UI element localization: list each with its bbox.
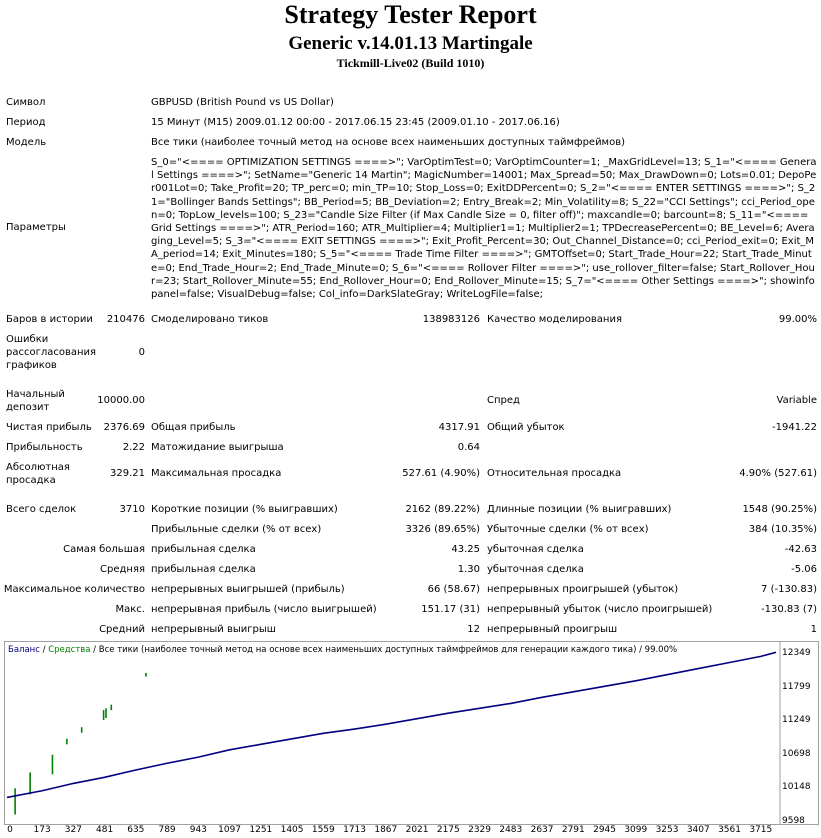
params-label: Параметры — [6, 222, 66, 233]
loss-trades-label: Убыточные сделки (% от всех) — [487, 524, 649, 535]
average-label: Средняя — [100, 564, 145, 575]
period-value: 15 Минут (M15) 2009.01.12 00:00 - 2017.06.15 23:45 (2009.01.10 - 2017.06.16) — [151, 117, 560, 128]
deposit-value: 10000.00 — [97, 395, 145, 406]
largest-loss-label: убыточная сделка — [487, 544, 584, 555]
legend-balance: Баланс — [8, 645, 40, 655]
errors-label: Ошибки рассогласования графиков — [6, 334, 97, 371]
chart-legend — [8, 645, 677, 655]
x-tick-label: 0 — [7, 825, 13, 835]
average-loss-value: -5.06 — [791, 564, 817, 575]
max-consecutive-profit-value: 151.17 (31) — [421, 604, 480, 615]
x-tick-label: 481 — [96, 825, 114, 835]
x-tick-label: 943 — [189, 825, 207, 835]
x-tick-label: 3561 — [718, 825, 741, 835]
x-tick-label: 1867 — [374, 825, 398, 835]
x-tick-label: 789 — [158, 825, 176, 835]
expert-name: Generic v.14.01.13 Martingale — [288, 33, 533, 54]
x-tick-label: 2637 — [530, 825, 554, 835]
net-profit-label: Чистая прибыль — [6, 422, 92, 433]
gross-profit-value: 4317.91 — [438, 422, 480, 433]
x-tick-label: 2175 — [436, 825, 460, 835]
x-tick-label: 2021 — [405, 825, 429, 835]
largest-label: Самая большая — [63, 544, 145, 555]
x-tick-label: 635 — [127, 825, 145, 835]
legend-separator: / — [90, 645, 99, 655]
quality-label: Качество моделирования — [487, 314, 622, 325]
x-tick-label: 173 — [33, 825, 51, 835]
expected-payoff-label: Матожидание выигрыша — [151, 442, 284, 453]
y-tick-label: 10698 — [782, 748, 811, 759]
average-consecutive-losses-label: непрерывный проигрыш — [487, 624, 618, 635]
max-consecutive-losses-value: 7 (-130.83) — [761, 584, 817, 595]
legend-separator: / — [39, 645, 49, 655]
profit-trades-value: 3326 (89.65%) — [405, 524, 480, 535]
y-tick-label: 11249 — [782, 715, 811, 726]
average-consecutive-wins-label: непрерывный выигрыш — [151, 624, 276, 635]
x-tick-label: 1559 — [311, 825, 335, 835]
legend-description: Все тики (наиболее точный метод на основе всех наименьших доступных таймфреймов для генерации каждого тика) / 99.00% — [98, 645, 678, 655]
loss-trades-value: 384 (10.35%) — [748, 524, 817, 535]
model-label: Модель — [6, 137, 47, 148]
legend-equity: Средства — [48, 645, 91, 655]
short-positions-value: 2162 (89.22%) — [405, 504, 480, 515]
x-tick-label: 2483 — [499, 825, 523, 835]
largest-profit-value: 43.25 — [451, 544, 480, 555]
total-trades-label: Всего сделок — [6, 504, 77, 515]
x-tick-label: 1713 — [343, 825, 367, 835]
server-name: Tickmill-Live02 (Build 1010) — [336, 56, 485, 70]
model-value: Все тики (наиболее точный метод на основе всех наименьших доступных таймфреймов) — [151, 137, 626, 148]
relative-drawdown-label: Относительная просадка — [487, 468, 622, 479]
max-drawdown-label: Максимальная просадка — [151, 468, 282, 479]
x-tick-label: 3715 — [749, 825, 773, 835]
gross-loss-label: Общий убыток — [487, 422, 565, 433]
profit-trades-label: Прибыльные сделки (% от всех) — [151, 524, 322, 535]
x-tick-label: 3407 — [686, 825, 710, 835]
symbol-value: GBPUSD (British Pound vs US Dollar) — [151, 97, 334, 108]
short-positions-label: Короткие позиции (% выигравших) — [151, 504, 338, 515]
params-value: S_0="<==== OPTIMIZATION SETTINGS ====>"; VarOptimTest=0; VarOptimCounter=1; _MaxGridLevel=13; S_1="<==== General Settings ====>"; SetName="Generic 14 Martin"; MagicNumber=14001; Max_Spread=50; Max_DrawDown=0; Lots=0.01; DepoPer001Lot=0; Take_Profit=20; TP_perc=0; min_TP=10; Stop_Loss=0; ExitDDPercent=0; S_2="<==== ENTER SETTINGS ====>"; S_21="Bollinger Bands Settings"; BB_Period=5; BB_Deviation=2; Entry_Break=2; Min_Volatility=8; S_22="CCI Settings"; cci_Period_open=0; TopLow_levels=100; S_23="Candle Size Filter (if Max Candle Size = 0, filter off)"; maxcandle=0; barcount=8; S_11="<==== Grid Settings ====>"; ATR_Period=160; ATR_Multiplier=4; Multiplier1=1; Multiplier2=1; TPDecreasePercent=0; BE_Level=6; Averaging_Level=5; S_3="<==== EXIT SETTINGS ====>"; Exit_Profit_Percent=30; Out_Channel_Distance=0; cci_Period_exit=0; Exit_MA_period=14; Exit_Minutes=180; S_5="<==== Trade Time Filter ====>"; GMTOffset=0; Start_Trade_Hour=22; Start_Trade_Minute=0; End_Trade_Hour=2; End_Trade_Minute=0; S_6="<==== Rollover Filter ====>"; use_rollover_filter=false; Start_Rollover_Hour=23; Start_Rollover_Minute=55; End_Rollover_Hour=0; End_Rollover_Minute=15; S_7="<==== Other Settings ====>"; showinfopanel=false; VisualDebug=false; Col_info=DarkSlateGray; WriteLogFile=false; — [151, 157, 817, 301]
long-positions-label: Длинные позиции (% выигравших) — [487, 504, 672, 515]
period-label: Период — [6, 117, 46, 128]
y-tick-label: 12349 — [782, 648, 811, 658]
spread-label: Спред — [487, 395, 520, 406]
gross-profit-label: Общая прибыль — [151, 422, 236, 433]
long-positions-value: 1548 (90.25%) — [742, 504, 817, 515]
average-profit-value: 1.30 — [457, 564, 480, 575]
gross-loss-value: -1941.22 — [772, 422, 817, 433]
average-consecutive-wins-value: 12 — [467, 624, 480, 635]
average-consecutive-label: Средний — [99, 624, 145, 635]
max-count-label: Максимальное количество — [3, 584, 145, 595]
balance-chart-svg — [5, 642, 818, 824]
expected-payoff-value: 0.64 — [457, 442, 480, 453]
errors-value: 0 — [138, 347, 145, 358]
relative-drawdown-value: 4.90% (527.61) — [739, 468, 817, 479]
x-tick-label: 2945 — [593, 825, 616, 835]
max-consecutive-losses-label: непрерывных проигрышей (убыток) — [487, 584, 679, 595]
max-drawdown-value: 527.61 (4.90%) — [402, 468, 480, 479]
max-consecutive-loss-value: -130.83 (7) — [761, 604, 817, 615]
x-tick-label: 3253 — [655, 825, 679, 835]
x-tick-label: 1405 — [280, 825, 304, 835]
max-consecutive-profit-label: непрерывная прибыль (число выигрышей) — [151, 604, 377, 615]
x-tick-label: 1251 — [249, 825, 273, 835]
profit-factor-label: Прибыльность — [6, 442, 83, 453]
x-tick-label: 2329 — [468, 825, 491, 835]
quality-value: 99.00% — [778, 314, 817, 325]
x-tick-label: 2791 — [561, 825, 585, 835]
average-profit-label: прибыльная сделка — [151, 564, 256, 575]
max-consecutive-wins-label: непрерывных выигрышей (прибыль) — [151, 584, 345, 595]
max-consecutive-wins-value: 66 (58.67) — [427, 584, 480, 595]
y-tick-label: 9598 — [782, 816, 805, 826]
largest-profit-label: прибыльная сделка — [151, 544, 256, 555]
x-tick-label: 327 — [64, 825, 82, 835]
symbol-label: Символ — [6, 97, 46, 108]
max-consecutive-loss-label: непрерывный убыток (число проигрышей) — [487, 604, 713, 615]
max-amount-label: Макс. — [115, 604, 145, 615]
ticks-value: 138983126 — [422, 314, 480, 325]
net-profit-value: 2376.69 — [103, 422, 145, 433]
bars-label: Баров в истории — [6, 314, 93, 325]
absolute-drawdown-label: Абсолютная просадка — [6, 462, 70, 486]
bars-value: 210476 — [106, 314, 145, 325]
ticks-label: Смоделировано тиков — [151, 314, 269, 325]
profit-factor-value: 2.22 — [122, 442, 145, 453]
y-tick-label: 10148 — [782, 782, 811, 793]
report-title: Strategy Tester Report — [284, 0, 537, 29]
total-trades-value: 3710 — [119, 504, 145, 515]
average-consecutive-losses-value: 1 — [810, 624, 817, 635]
deposit-label: Начальный депозит — [6, 389, 65, 413]
x-tick-label: 3099 — [624, 825, 648, 835]
spread-value: Variable — [776, 395, 817, 406]
x-tick-label: 1097 — [218, 825, 242, 835]
average-loss-label: убыточная сделка — [487, 564, 584, 575]
largest-loss-value: -42.63 — [784, 544, 817, 555]
balance-chart — [4, 641, 819, 825]
y-tick-label: 11799 — [782, 681, 811, 692]
balance-line — [7, 652, 776, 797]
absolute-drawdown-value: 329.21 — [110, 468, 145, 479]
